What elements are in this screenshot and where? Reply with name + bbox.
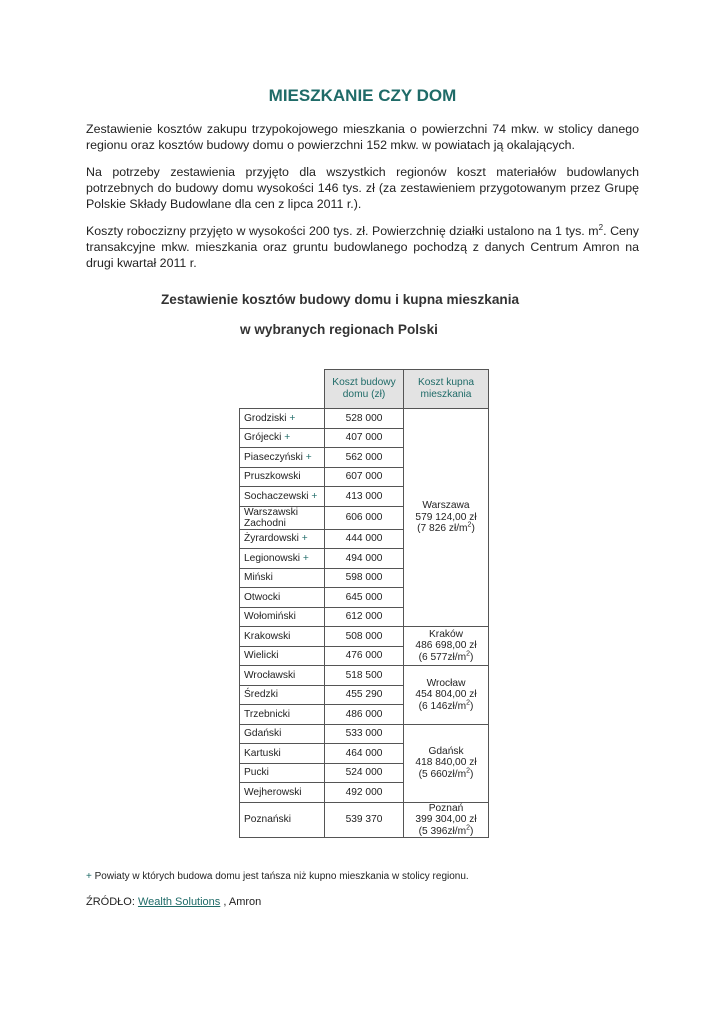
region-cell: [240, 666, 325, 686]
region-name: Wielicki: [244, 650, 279, 662]
region-cell: [240, 428, 325, 448]
build-cost-cell: 464 000: [325, 744, 404, 764]
city-name: Gdańsk: [428, 745, 464, 757]
labor-text-end: . Ceny transakcyjne mkw. mieszkania oraz gruntu budowlanego pochodzą z danych Centrum Amron na drugi kwartał 2011 r.: [86, 224, 639, 270]
plus-mark: +: [305, 451, 312, 463]
city-price-cell: [404, 627, 489, 666]
build-cost-cell: 455 290: [325, 685, 404, 705]
build-cost-cell: 533 000: [325, 724, 404, 744]
region-name: Pucki: [244, 767, 269, 779]
closing-paren: ): [471, 523, 475, 535]
build-cost-cell: 518 500: [325, 666, 404, 686]
build-cost-cell: 492 000: [325, 783, 404, 803]
region-cell: [240, 506, 325, 529]
header-build-cost: Koszt budowy domu (zł): [325, 370, 404, 409]
region-name: Żyrardowski: [244, 533, 299, 545]
region-cell: [240, 685, 325, 705]
region-cell: [240, 487, 325, 507]
region-cell: [240, 588, 325, 608]
region-cell: [240, 568, 325, 588]
city-price-cell: [404, 802, 489, 838]
city-price-cell: [404, 409, 489, 627]
city-price: 579 124,00 zł: [415, 511, 477, 523]
superscript-2: 2: [466, 699, 471, 707]
closing-paren: ): [470, 825, 474, 837]
materials-paragraph: Na potrzeby zestawienia przyjęto dla wszystkich regionów koszt materiałów budowlanych potrzebnych do budowy domu wysokości 146 tys. zł (za zestawieniem przygotowanym przez Grupę Polskie Składy Budowlane dla cen z lipca 2011 r.).: [86, 165, 639, 211]
city-name: Kraków: [429, 628, 463, 640]
region-cell: [240, 607, 325, 627]
build-cost-cell: 606 000: [325, 506, 404, 529]
region-name: Warszawski Zachodni: [244, 506, 298, 529]
superscript-2: 2: [466, 767, 471, 775]
table-row: [240, 724, 489, 744]
region-name: Pruszkowski: [244, 471, 301, 483]
city-name: Warszawa: [422, 500, 470, 512]
region-name: Legionowski: [244, 552, 301, 564]
superscript-2: 2: [466, 650, 471, 658]
build-cost-cell: 607 000: [325, 467, 404, 487]
source-link[interactable]: Wealth Solutions: [137, 896, 221, 908]
region-cell: [240, 529, 325, 549]
region-cell: [240, 744, 325, 764]
superscript-2: 2: [467, 521, 472, 529]
region-name: Grodziski: [244, 412, 287, 424]
build-cost-cell: 444 000: [325, 529, 404, 549]
region-name: Trzebnicki: [244, 708, 291, 720]
city-price-cell: [404, 724, 489, 802]
build-cost-cell: 598 000: [325, 568, 404, 588]
plus-mark: +: [86, 871, 92, 882]
table-title-line2: w wybranych regionach Polski: [240, 322, 438, 337]
build-cost-cell: 508 000: [325, 627, 404, 647]
plus-mark: +: [311, 490, 318, 502]
region-cell: [240, 763, 325, 783]
table-row: [240, 666, 489, 686]
build-cost-cell: 539 370: [325, 802, 404, 838]
city-price: 486 698,00 zł: [415, 640, 477, 652]
closing-paren: ): [470, 651, 474, 663]
region-name: Sochaczewski: [244, 490, 309, 502]
build-cost-cell: 476 000: [325, 646, 404, 666]
region-cell: [240, 724, 325, 744]
table-body: [240, 409, 489, 838]
region-cell: [240, 409, 325, 429]
city-price-per-m2: (6 146zł/m: [418, 700, 467, 712]
region-name: Wołomiński: [244, 611, 296, 623]
region-name: Wrocławski: [244, 669, 296, 681]
city-name: Poznań: [428, 802, 464, 814]
region-name: Wejherowski: [244, 786, 302, 798]
build-cost-cell: 528 000: [325, 409, 404, 429]
plus-mark: +: [284, 432, 291, 444]
source-rest: , Amron: [220, 896, 262, 908]
build-cost-cell: 494 000: [325, 549, 404, 569]
closing-paren: ): [470, 768, 474, 780]
city-price-per-m2: (6 577zł/m: [418, 651, 467, 663]
superscript-2: 2: [598, 222, 604, 232]
table-title-line1: Zestawienie kosztów budowy domu i kupna mieszkania: [161, 292, 520, 307]
region-cell: [240, 549, 325, 569]
superscript-2: 2: [466, 824, 471, 832]
region-cell: [240, 802, 325, 838]
city-price: 418 840,00 zł: [415, 757, 477, 769]
table-row: [240, 627, 489, 647]
city-price-per-m2: (7 826 zł/m: [417, 523, 468, 535]
intro-paragraph: Zestawienie kosztów zakupu trzypokojowego mieszkania o powierzchni 74 mkw. w stolicy danego regionu oraz kosztów budowy domu o powierzchni 152 mkw. w powiatach ją okalających.: [86, 122, 639, 152]
table-row: [240, 409, 489, 429]
plus-mark: +: [301, 533, 308, 545]
build-cost-cell: 524 000: [325, 763, 404, 783]
region-cell: [240, 627, 325, 647]
source-line: [86, 896, 261, 908]
region-cell: [240, 705, 325, 725]
region-name: Krakowski: [244, 630, 291, 642]
footnote: [86, 871, 469, 882]
table-row: [240, 802, 489, 838]
build-cost-cell: 562 000: [325, 448, 404, 468]
region-name: Grójecki: [244, 432, 282, 444]
page-title: MIESZKANIE CZY DOM: [268, 86, 457, 105]
region-name: Miński: [244, 572, 273, 584]
region-cell: [240, 448, 325, 468]
region-cell: [240, 467, 325, 487]
city-price-per-m2: (5 660zł/m: [418, 768, 467, 780]
region-cell: [240, 646, 325, 666]
source-label: ŹRÓDŁO:: [86, 896, 138, 908]
city-price: 399 304,00 zł: [415, 814, 477, 825]
labor-text-start: Koszty roboczizny przyjęto w wysokości 200 tys. zł. Powierzchnię działki ustalono na 1 tys. m: [86, 224, 599, 238]
header-buy-cost: Koszt kupna mieszkania: [404, 370, 489, 409]
header-blank: [240, 370, 325, 409]
build-cost-cell: 486 000: [325, 705, 404, 725]
city-name: Wrocław: [426, 677, 466, 689]
region-name: Kartuski: [244, 747, 281, 759]
city-price-per-m2: (5 396zł/m: [418, 825, 467, 837]
build-cost-cell: 413 000: [325, 487, 404, 507]
cost-table: [239, 369, 489, 838]
build-cost-cell: 407 000: [325, 428, 404, 448]
plus-mark: +: [289, 412, 296, 424]
region-name: Średzki: [244, 689, 278, 701]
region-name: Gdański: [244, 728, 282, 740]
build-cost-cell: 612 000: [325, 607, 404, 627]
region-name: Piaseczyński: [244, 451, 303, 463]
region-name: Poznański: [244, 814, 292, 826]
region-name: Otwocki: [244, 591, 281, 603]
footnote-text: Powiaty w których budowa domu jest tańsza niż kupno mieszkania w stolicy regionu.: [91, 871, 469, 882]
build-cost-cell: 645 000: [325, 588, 404, 608]
city-price: 454 804,00 zł: [415, 689, 477, 700]
region-cell: [240, 783, 325, 803]
table-header-row: [240, 370, 489, 409]
city-price-cell: [404, 666, 489, 725]
plus-mark: +: [302, 552, 309, 564]
closing-paren: ): [470, 700, 474, 712]
labor-paragraph: [86, 223, 639, 271]
